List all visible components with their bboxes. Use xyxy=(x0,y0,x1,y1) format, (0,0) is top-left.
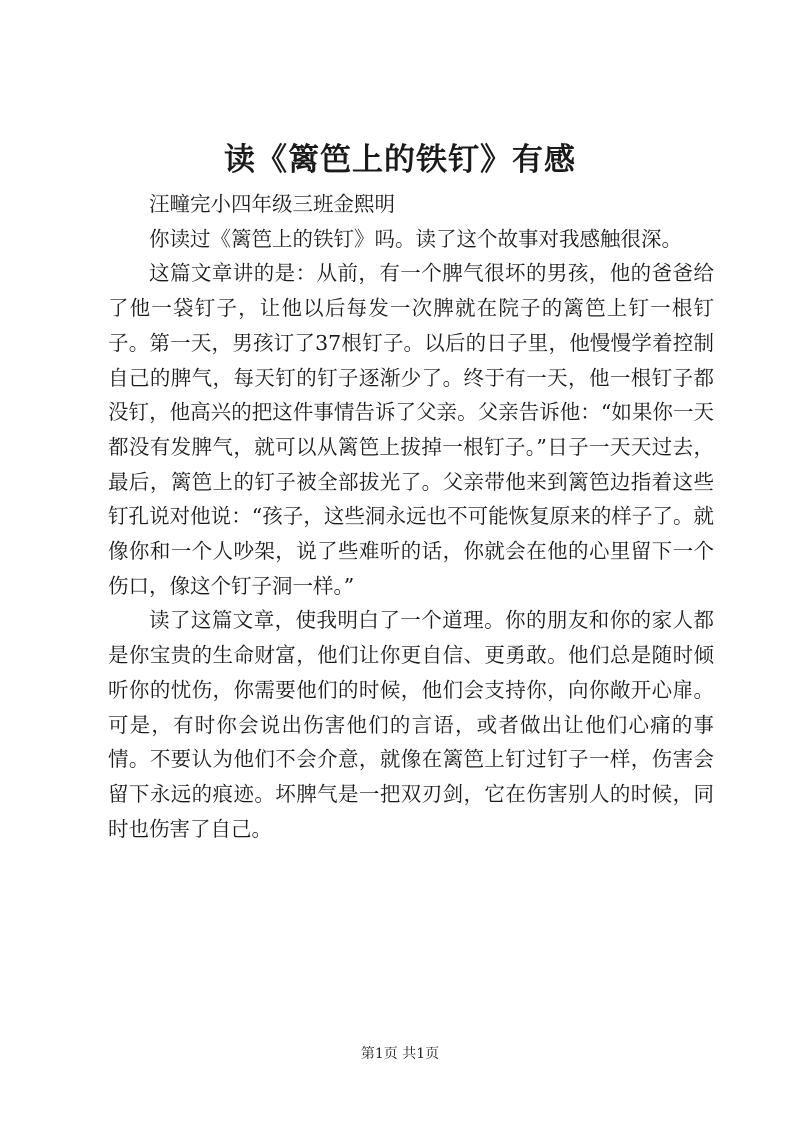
document-title: 读《篱笆上的铁钉》有感 xyxy=(224,142,576,178)
page-footer: 第1页 共1页 xyxy=(360,1046,440,1062)
paragraph: 这篇文章讲的是：从前，有一个脾气很坏的男孩，他的爸爸给了他一袋钉子，让他以后每发一次脾就在院子的篱笆上钉一根钉子。第一天，男孩订了37根钉子。以后的日子里，他慢慢学着控制自己的脾气，每天钉的钉子逐渐少了。终于有一天，他一根钉子都没钉，他高兴的把这件事情告诉了父亲。父亲告诉他：“如果你一天都没有发脾气，就可以从篱笆上拔掉一根钉子。”日子一天天过去，最后，篱笆上的钉子被全部拔光了。父亲带他来到篱笆边指着这些钉孔说对他说：“孩子，这些洞永远也不可能恢复原来的样子了。就像你和一个人吵架，说了些难听的话，你就会在他的心里留下一个伤口，像这个钉子洞一样。” xyxy=(108,261,714,598)
paragraph: 你读过《篱笆上的铁钉》吗。读了这个故事对我感触很深。 xyxy=(149,226,682,251)
author-line: 汪疃完小四年级三班金熙明 xyxy=(149,192,395,216)
document-body xyxy=(108,187,714,846)
paragraph: 读了这篇文章，使我明白了一个道理。你的朋友和你的家人都是你宝贵的生命财富，他们让你更自信、更勇敢。他们总是随时倾听你的忧伤，你需要他们的时候，他们会支持你，向你敞开心扉。可是，有时你会说出伤害他们的言语，或者做出让他们心痛的事情。不要认为他们不会介意，就像在篱笆上钉过钉子一样，伤害会留下永远的痕迹。坏脾气是一把双刃剑，它在伤害别人的时候，同时也伤害了自己。 xyxy=(108,608,714,841)
